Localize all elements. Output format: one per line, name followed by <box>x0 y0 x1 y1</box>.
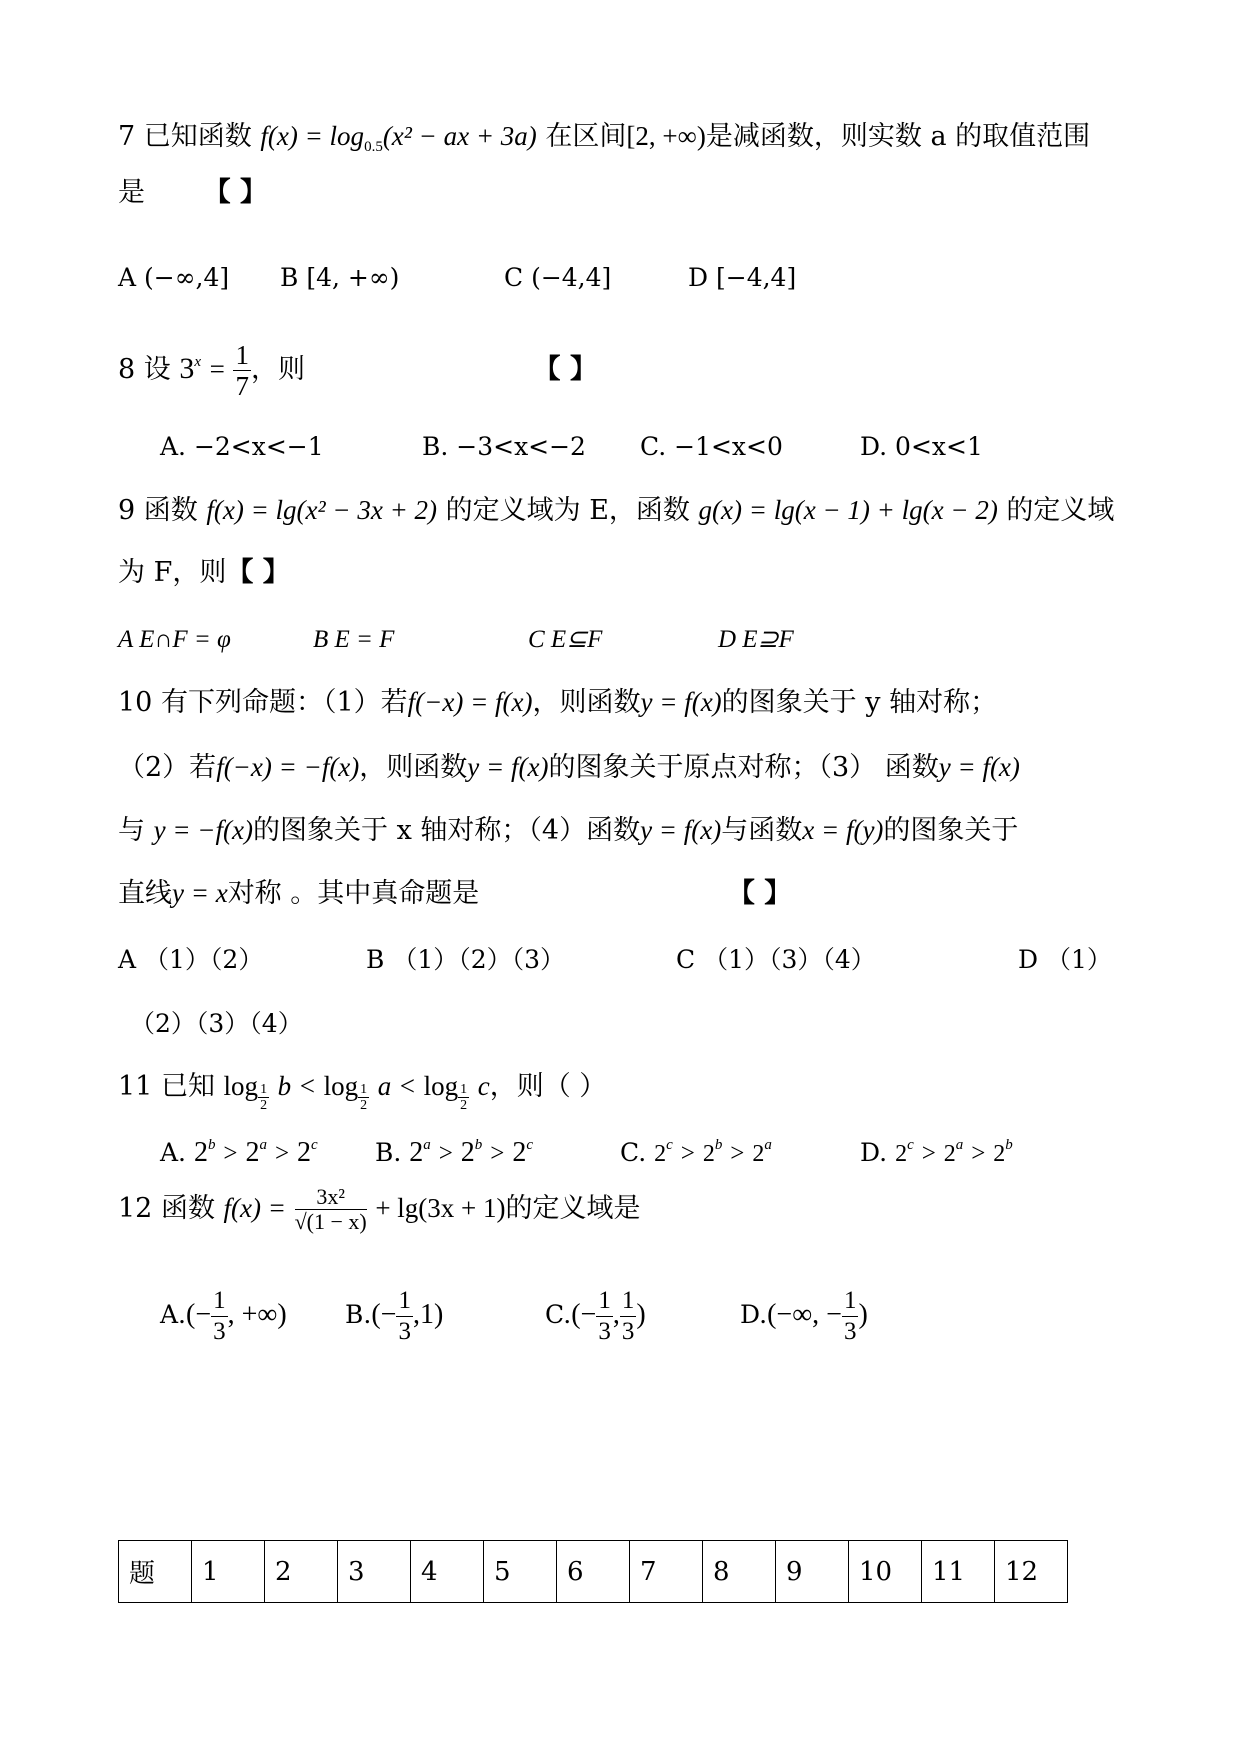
q12-option-d: D.(−∞, − $\frac{1}{3}$ ) <box>740 1287 868 1345</box>
q8-option-c: C. −1<x<0 <box>640 432 783 461</box>
q9-option-d: D E⊇F <box>718 626 794 653</box>
q7-option-a: A (−∞,4] <box>118 263 230 292</box>
q10-line3: 与 y = −f(x)的图象关于 x 轴对称；（4）函数y = f(x)与函数x = f(y)的图象关于 <box>118 815 1019 846</box>
q10-line4: 直线y = x对称 。其中真命题是 【 】 <box>118 878 792 909</box>
q9-line2: 为 F，则【 】 <box>118 557 290 588</box>
answer-table-header: 题 <box>119 1541 192 1603</box>
q8-option-a: A. −2<x<−1 <box>160 432 324 461</box>
q12-options <box>160 1286 1060 1366</box>
q10-option-d-cont: （2）（3）（4） <box>130 1009 303 1038</box>
answer-table-cell: 12 <box>995 1541 1068 1603</box>
answer-table-cell: 8 <box>703 1541 776 1603</box>
q10-option-b: B （1）（2）（3） <box>366 945 566 974</box>
q7-option-b: B [4, +∞) <box>280 263 400 292</box>
q11-option-d: D. 2$^c$ > 2$^a$ > 2$^b$ <box>860 1137 1013 1167</box>
q10-option-a: A （1）（2） <box>118 945 264 974</box>
answer-table <box>118 1540 1068 1603</box>
answer-table-cell: 1 <box>192 1541 265 1603</box>
q10-option-d: D （1） <box>1018 945 1112 974</box>
q11-option-a: A. 2$^b$ > 2$^a$ > 2$^c$ <box>160 1137 318 1168</box>
q8-option-b: B. −3<x<−2 <box>422 432 586 461</box>
answer-bracket: 【 】 <box>727 878 792 909</box>
answer-bracket: 【 】 <box>226 557 290 588</box>
q7-option-c: C (−4,4] <box>504 263 612 292</box>
answer-table-cell: 9 <box>776 1541 849 1603</box>
answer-table-cell: 7 <box>630 1541 703 1603</box>
answer-table-cell: 6 <box>557 1541 630 1603</box>
q7-formula: f(x) = log <box>260 121 365 151</box>
q12-option-a: A.(− $\frac{1}{3}$ , +∞) <box>160 1287 287 1345</box>
q11-option-b: B. 2$^a$ > 2$^b$ > 2$^c$ <box>375 1137 533 1168</box>
q11-option-c: C. 2$^c$ > 2$^b$ > 2$^a$ <box>620 1137 772 1167</box>
answer-table-cell: 11 <box>922 1541 995 1603</box>
answer-table-cell: 2 <box>265 1541 338 1603</box>
answer-table-cell: 10 <box>849 1541 922 1603</box>
q12-fraction: $\frac{\text{3x²}}{√(1 - x)}$ <box>294 1184 367 1234</box>
q11-line: 11 已知 log $\frac{1}{2}$ b < log $\frac{1}{2}$ a < log $\frac{1}{2}$ c，则（ ） <box>118 1071 607 1113</box>
answer-table-row <box>119 1541 1068 1603</box>
q9-option-a: A E∩F = φ <box>118 626 231 653</box>
q10-line2: （2）若f(−x) = −f(x)，则函数y = f(x)的图象关于原点对称；（3） 函数y = f(x) <box>118 752 1020 783</box>
answer-table-cell: 4 <box>411 1541 484 1603</box>
answer-table-cell: 3 <box>338 1541 411 1603</box>
q8-option-d: D. 0<x<1 <box>860 432 983 461</box>
q7-line1: 7 已知函数 $f(x) = \log_{0.5}(x^2$ − ax + 3a) 在区间[2, +∞)是减函数，则实数 a 的取值范围 <box>118 121 1091 155</box>
answer-bracket: 【 】 <box>533 354 597 385</box>
q10-line1: 10 有下列命题：（1）若f(−x) = f(x)，则函数y = f(x)的图象关于 y 轴对称； <box>118 687 998 718</box>
answer-table-cell: 5 <box>484 1541 557 1603</box>
q12-option-b: B.(− $\frac{1}{3}$ ,1) <box>345 1287 444 1345</box>
q12-line: 12 函数 f(x) = $\frac{\text{3x²}}{√(1 - x)}$ + lg(3x + 1)的定义域是 <box>118 1184 641 1234</box>
q9-line1: 9 函数 f(x) = lg(x² − 3x + 2) 的定义域为 E，函数 g(x) = lg(x − 1) + lg(x − 2) 的定义域 <box>118 495 1115 526</box>
q9-option-b: B E = F <box>313 626 395 653</box>
q7-line2: 是 【 】 <box>118 177 267 208</box>
answer-bracket: 【 】 <box>203 177 267 208</box>
q7-option-d: D [−4,4] <box>688 263 797 292</box>
q8-fraction: $\frac{1}{7}$ <box>235 340 249 401</box>
q9-option-c: C E⊆F <box>528 626 603 653</box>
q12-option-c: C.(− $\frac{1}{3}$ , $\frac{1}{3}$ ) <box>545 1287 646 1345</box>
q8-line: 8 设 3$^x$ = $\frac{1}{7}$ ，则 【 】 <box>118 340 597 401</box>
q10-option-c: C （1）（3）（4） <box>676 945 876 974</box>
